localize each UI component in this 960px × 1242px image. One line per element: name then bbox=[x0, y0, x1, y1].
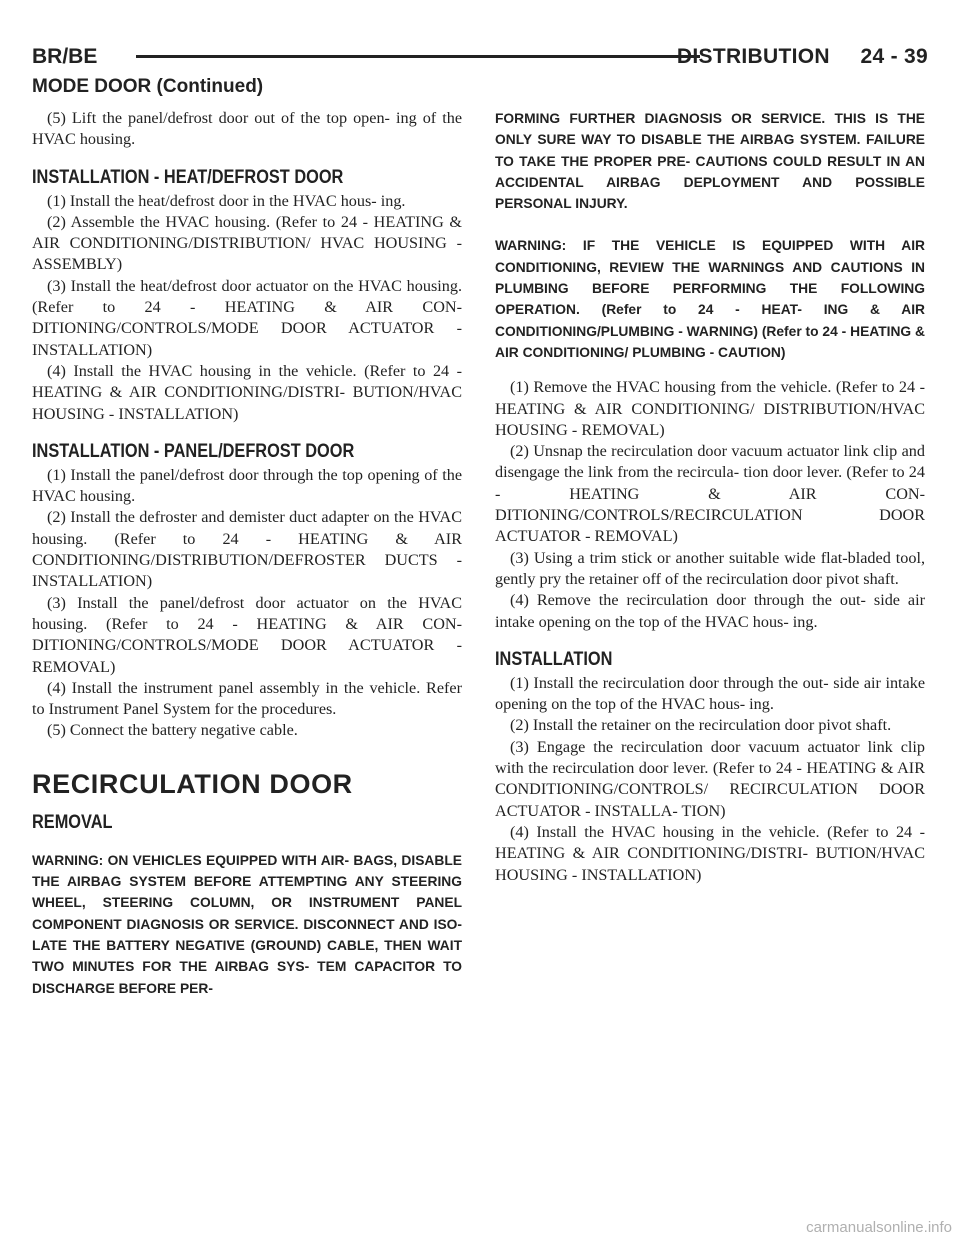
install-step-2: (2) Install the retainer on the recirculation door pivot shaft. bbox=[510, 716, 892, 735]
page-header bbox=[32, 42, 928, 72]
installation-heading: INSTALLATION bbox=[495, 648, 613, 670]
removal-step-2: (2) Unsnap the recirculation door vacuum actuator link clip and disengage the link from the recircula- tion door lever. (Refer to 24 - HEATING & AIR CON- DITIONING/CONTROLS/RECIRCULATION DOOR ACTUATOR - REMOVAL) bbox=[495, 442, 925, 546]
panel-step-5: (5) Connect the battery negative cable. bbox=[47, 721, 298, 740]
heat-step-4: (4) Install the HVAC housing in the vehicle. (Refer to 24 - HEATING & AIR CONDITIONING/DISTRI- BUTION/HVAC HOUSING - INSTALLATION) bbox=[32, 361, 462, 423]
heat-step-2: (2) Assemble the HVAC housing. (Refer to 24 - HEATING & AIR CONDITIONING/DISTRIBUTION/ HVAC HOUSING - ASSEMBLY) bbox=[32, 212, 462, 274]
removal-heading: REMOVAL bbox=[32, 811, 113, 833]
airbag-warning-part-2: FORMING FURTHER DIAGNOSIS OR SERVICE. THIS IS THE ONLY SURE WAY TO DISABLE THE AIRBAG SYSTEM. FAILURE TO TAKE THE PROPER PRE- CAUTIONS COULD RESULT IN AN ACCIDENTAL AIRBAG DEPLOYMENT AND POSSIBLE PERSONAL INJURY. bbox=[495, 111, 925, 212]
install-step-4: (4) Install the HVAC housing in the vehicle. (Refer to 24 - HEATING & AIR CONDITIONING/DISTRI- BUTION/HVAC HOUSING - INSTALLATION) bbox=[495, 822, 925, 884]
left-column bbox=[32, 108, 462, 999]
continued-heading: MODE DOOR (Continued) bbox=[32, 76, 264, 97]
heat-defrost-heading: INSTALLATION - HEAT/DEFROST DOOR bbox=[32, 166, 344, 188]
panel-step-1: (1) Install the panel/defrost door through the top opening of the HVAC housing. bbox=[32, 465, 462, 506]
panel-step-2: (2) Install the defroster and demister duct adapter on the HVAC housing. (Refer to 24 - HEATING & AIR CONDITIONING/DISTRIBUTION/DEFROSTER DUCTS - INSTALLATION) bbox=[32, 508, 462, 591]
panel-step-3: (3) Install the panel/defrost door actuator on the HVAC housing. (Refer to 24 - HEATING & AIR CON- DITIONING/CONTROLS/MODE DOOR ACTUATOR - REMOVAL) bbox=[32, 593, 462, 676]
heat-step-3: (3) Install the heat/defrost door actuator on the HVAC housing. (Refer to 24 - HEATING & AIR CON- DITIONING/CONTROLS/MODE DOOR ACTUATOR - INSTALLATION) bbox=[32, 276, 462, 359]
panel-step-4: (4) Install the instrument panel assembly in the vehicle. Refer to Instrument Panel System for the procedures. bbox=[32, 678, 462, 719]
airbag-warning-part-1: WARNING: ON VEHICLES EQUIPPED WITH AIR- BAGS, DISABLE THE AIRBAG SYSTEM BEFORE ATTEMPTING ANY STEERING WHEEL, STEERING COLUMN, OR INSTRUMENT PANEL COMPONENT DIAGNOSIS OR SERVICE. DISCONNECT AND ISO- LATE THE BATTERY NEGATIVE (GROUND) CABLE, THEN WAIT TWO MINUTES FOR THE AIRBAG SYS- TEM CAPACITOR TO DISCHARGE BEFORE PER- bbox=[32, 852, 462, 996]
removal-step-4: (4) Remove the recirculation door through the out- side air intake opening on the top of the HVAC hous- ing. bbox=[495, 591, 925, 631]
removal-step-3: (3) Using a trim stick or another suitable wide flat-bladed tool, gently pry the retainer off of the recirculation door pivot shaft. bbox=[495, 548, 925, 588]
header-section-page: DISTRIBUTION 24 - 39 bbox=[676, 45, 928, 68]
install-step-3: (3) Engage the recirculation door vacuum actuator link clip with the recirculation door lever. (Refer to 24 - HEATING & AIR CONDITIONING/CONTROLS/ RECIRCULATION DOOR ACTUATOR - INSTALLA- TION) bbox=[495, 737, 925, 820]
panel-lift-step: (5) Lift the panel/defrost door out of the top open- ing of the HVAC housing. bbox=[32, 109, 462, 149]
header-rule bbox=[136, 55, 700, 58]
watermark-link[interactable]: carmanualsonline.info bbox=[806, 1219, 952, 1236]
right-column bbox=[495, 108, 925, 886]
header-model: BR/BE bbox=[32, 45, 98, 68]
removal-step-1: (1) Remove the HVAC housing from the vehicle. (Refer to 24 - HEATING & AIR CONDITIONING/ DISTRIBUTION/HVAC HOUSING - REMOVAL) bbox=[495, 378, 925, 439]
recirculation-door-title: RECIRCULATION DOOR bbox=[32, 768, 353, 799]
panel-defrost-heading: INSTALLATION - PANEL/DEFROST DOOR bbox=[32, 440, 355, 462]
install-step-1: (1) Install the recirculation door through the out- side air intake opening on the top of the HVAC hous- ing. bbox=[495, 673, 925, 714]
heat-step-1: (1) Install the heat/defrost door in the HVAC hous- ing. bbox=[47, 191, 406, 210]
ac-warning: WARNING: IF THE VEHICLE IS EQUIPPED WITH AIR CONDITIONING, REVIEW THE WARNINGS AND CAUTIONS IN PLUMBING BEFORE PERFORMING THE FOLLOWING OPERATION. (Refer to 24 - HEAT- ING & AIR CONDITIONING/PLUMBING - WARNING) (Refer to 24 - HEATING & AIR CONDITIONING/ PLUMBING - CAUTION) bbox=[495, 238, 925, 360]
